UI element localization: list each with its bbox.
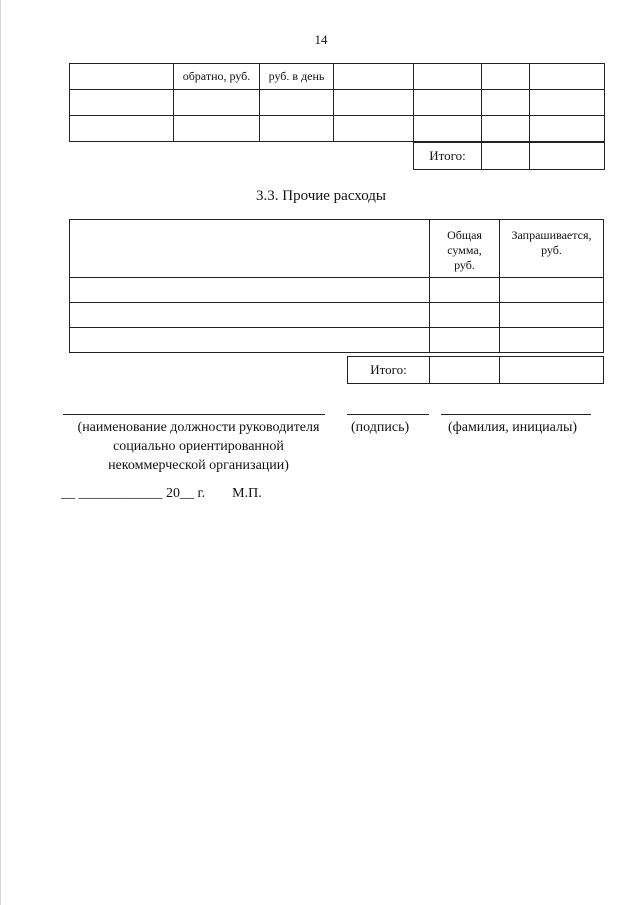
header-line: Запрашивается, [511,228,592,242]
table-cell[interactable] [334,116,414,142]
total-cell[interactable] [530,143,605,170]
date-line[interactable] [61,486,262,502]
total-label: Итого: [348,357,430,384]
table1-total-row [413,142,605,170]
signature-line[interactable] [347,414,429,415]
table-cell [414,64,482,90]
table-cell[interactable] [414,116,482,142]
table-cell [530,64,605,90]
table-row [70,220,604,278]
table-cell[interactable] [70,278,430,303]
table-cell[interactable] [530,116,605,142]
other-expenses-table [69,219,604,353]
total-cell[interactable] [482,143,530,170]
table-cell[interactable] [500,278,604,303]
signature-caption: (подпись) [351,420,410,435]
table-cell [334,64,414,90]
table-row [70,90,605,116]
table-cell[interactable] [430,303,500,328]
caption-line: некоммерческой организации) [108,458,289,473]
name-caption: (фамилия, инициалы) [448,420,578,435]
table-cell[interactable] [334,90,414,116]
table-cell[interactable] [430,278,500,303]
table-cell[interactable] [70,303,430,328]
table-row [70,328,604,353]
position-line[interactable] [63,414,325,415]
caption-line: (наименование должности руководителя [77,420,320,435]
table-cell[interactable] [260,116,334,142]
table-cell[interactable] [174,116,260,142]
header-line: руб. [454,258,475,272]
table-cell[interactable] [500,328,604,353]
header-cell-return: обратно, руб. [174,64,260,90]
name-line[interactable] [441,414,591,415]
header-cell-total-sum [430,220,500,278]
header-cell-per-day: руб. в день [260,64,334,90]
total-label: Итого: [414,143,482,170]
page-number: 14 [314,32,328,47]
table-row [70,64,605,90]
total-cell[interactable] [500,357,604,384]
table-row [348,357,604,384]
table-cell[interactable] [70,90,174,116]
stamp-label: М.П. [232,486,262,501]
table-cell[interactable] [70,328,430,353]
header-cell-requested [500,220,604,278]
table-cell[interactable] [430,328,500,353]
date-field[interactable]: __ ____________ 20__ г. [61,486,206,501]
table-row [70,303,604,328]
table-cell[interactable] [70,116,174,142]
table-cell[interactable] [414,90,482,116]
table2-total-row [347,356,604,384]
section-title: 3.3. Прочие расходы [256,188,386,204]
table-row [414,143,605,170]
table-cell [70,64,174,90]
table-cell [482,64,530,90]
table-cell[interactable] [260,90,334,116]
table-cell[interactable] [482,90,530,116]
table-row [70,278,604,303]
header-line: сумма, [447,243,482,257]
table-row [70,116,605,142]
table-cell [70,220,430,278]
expenses-table-continued [69,63,605,142]
caption-line: социально ориентированной [113,439,284,454]
header-line: Общая [447,228,482,242]
table-cell[interactable] [174,90,260,116]
table-cell[interactable] [482,116,530,142]
table-cell[interactable] [500,303,604,328]
header-line: руб. [541,243,562,257]
position-caption [61,418,336,475]
table-cell[interactable] [530,90,605,116]
total-cell[interactable] [430,357,500,384]
